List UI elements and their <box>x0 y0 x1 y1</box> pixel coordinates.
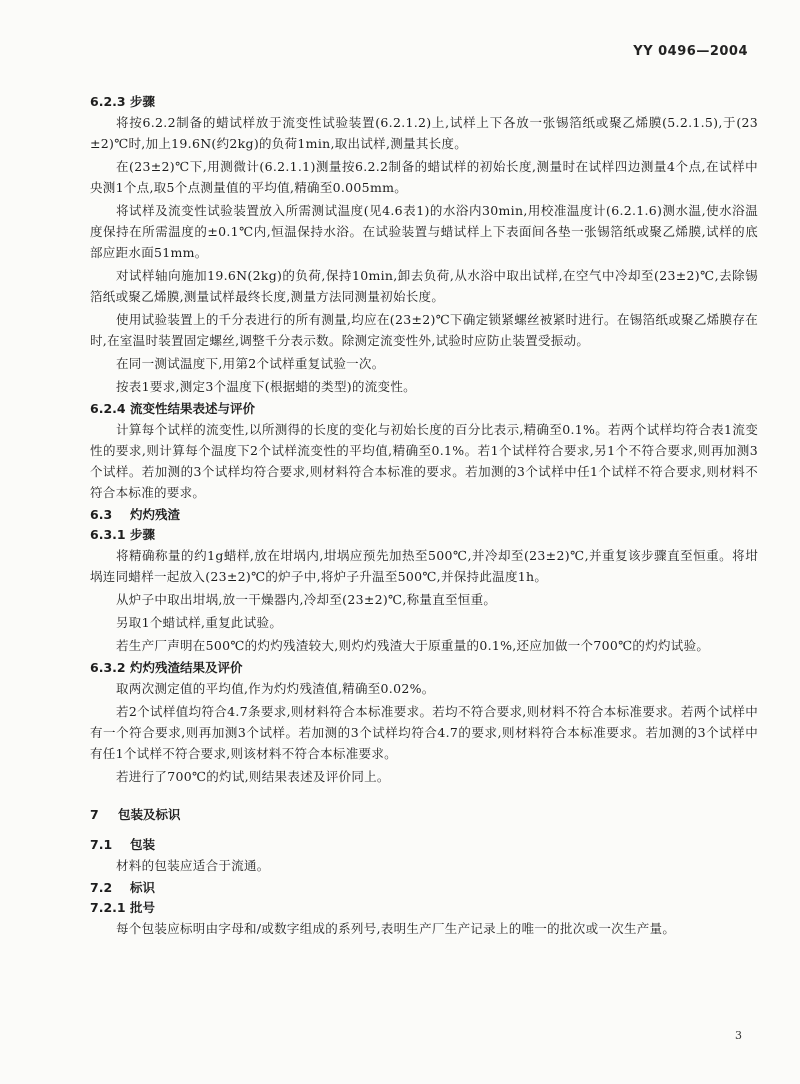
section-title: 灼灼残渣 <box>130 507 181 522</box>
section-heading <box>90 835 758 855</box>
body-paragraph: 将按6.2.2制备的蜡试样放于流变性试验装置(6.2.1.2)上,试样上下各放一张锡箔纸或聚乙烯膜(5.2.1.5),于(23±2)℃时,加上19.6N(约2kg)的负荷1min,取出试样,测量其长度。 <box>90 115 758 151</box>
section-heading <box>90 898 758 918</box>
standard-number: YY 0496—2004 <box>633 44 748 59</box>
section-heading <box>90 92 758 112</box>
body-paragraph: 在同一测试温度下,用第2个试样重复试验一次。 <box>116 356 385 371</box>
body-paragraph: 按表1要求,测定3个温度下(根据蜡的类型)的流变性。 <box>116 379 416 394</box>
section-number: 6.3.2 <box>90 660 126 675</box>
section-heading <box>90 878 758 898</box>
body-paragraph: 对试样轴向施加19.6N(2kg)的负荷,保持10min,卸去负荷,从水浴中取出试样,在空气中冷却至(23±2)℃,去除锡箔纸或聚乙烯膜,测量试样最终长度,测量方法同测量初始长度。 <box>90 268 758 304</box>
section-heading <box>90 525 758 545</box>
body-paragraph: 若生产厂声明在500℃的灼灼残渣较大,则灼灼残渣大于原重量的0.1%,还应加做一个700℃的灼灼试验。 <box>116 638 710 653</box>
section-number: 6.2.3 <box>90 94 126 109</box>
section-heading <box>90 399 758 419</box>
section-title: 灼灼残渣结果及评价 <box>130 660 243 675</box>
body-paragraph: 将精确称量的约1g蜡样,放在坩埚内,坩埚应预先加热至500℃,并冷却至(23±2)℃,并重复该步骤直至恒重。将坩埚连同蜡样一起放入(23±2)℃的炉子中,将炉子升温至500℃,并保持此温度1h。 <box>90 548 758 584</box>
body-paragraph: 材料的包装应适合于流通。 <box>116 858 270 873</box>
body-paragraph: 若2个试样值均符合4.7条要求,则材料符合本标准要求。若均不符合要求,则材料不符合本标准要求。若两个试样中有一个符合要求,则再加测3个试样。若加测的3个试样均符合4.7的要求,则材料符合本标准要求。若加测的3个试样中有任1个试样不符合要求,则该材料不符合本标准要求。 <box>90 704 758 761</box>
body-paragraph: 计算每个试样的流变性,以所测得的长度的变化与初始长度的百分比表示,精确至0.1%。若两个试样均符合表1流变性的要求,则计算每个温度下2个试样流变性的平均值,精确至0.1%。若1个试样符合要求,另1个不符合要求,则再加测3个试样。若加测的3个试样均符合要求,则材料符合本标准的要求。若加测的3个试样中任1个试样不符合要求,则材料不符合本标准的要求。 <box>90 422 758 500</box>
section-number: 7.2 <box>90 880 113 895</box>
section-number: 6.3 <box>90 507 113 522</box>
section-number: 7.1 <box>90 837 113 852</box>
section-title: 包装 <box>130 837 156 852</box>
section-number: 6.2.4 <box>90 401 126 416</box>
body-paragraph: 若进行了700℃的灼试,则结果表述及评价同上。 <box>116 769 390 784</box>
body-paragraph: 在(23±2)℃下,用测微计(6.2.1.1)测量按6.2.2制备的蜡试样的初始长度,测量时在试样四边测量4个点,在试样中央测1个点,取5个点测量值的平均值,精确至0.005mm。 <box>90 159 758 195</box>
section-title: 包装及标识 <box>118 807 181 822</box>
section-title: 流变性结果表述与评价 <box>130 401 256 416</box>
body-paragraph: 将试样及流变性试验装置放入所需测试温度(见4.6表1)的水浴内30min,用校准温度计(6.2.1.6)测水温,使水浴温度保持在所需温度的±0.1℃内,恒温保持水浴。在试验装置与蜡试样上下表面间各垫一张锡箔纸或聚乙烯膜,试样的底部应距水面51mm。 <box>90 203 758 260</box>
section-heading <box>90 805 758 825</box>
section-number: 7 <box>90 807 99 822</box>
body-paragraph: 从炉子中取出坩埚,放一干燥器内,冷却至(23±2)℃,称量直至恒重。 <box>116 592 497 607</box>
page-number: 3 <box>735 1029 742 1042</box>
section-title: 标识 <box>130 880 156 895</box>
section-number: 7.2.1 <box>90 900 126 915</box>
document-body <box>90 92 758 941</box>
body-paragraph: 取两次测定值的平均值,作为灼灼残渣值,精确至0.02%。 <box>116 681 435 696</box>
body-paragraph: 另取1个蜡试样,重复此试验。 <box>116 615 283 630</box>
section-title: 步骤 <box>130 527 156 542</box>
body-paragraph: 每个包装应标明由字母和/或数字组成的系列号,表明生产厂生产记录上的唯一的批次或一次生产量。 <box>116 921 676 936</box>
section-heading <box>90 658 758 678</box>
section-title: 步骤 <box>130 94 156 109</box>
section-number: 6.3.1 <box>90 527 126 542</box>
section-title: 批号 <box>130 900 156 915</box>
body-paragraph: 使用试验装置上的千分表进行的所有测量,均应在(23±2)℃下确定锁紧螺丝被紧时进行。在锡箔纸或聚乙烯膜存在时,在室温时装置固定螺丝,调整千分表示数。除测定流变性外,试验时应防止装置受振动。 <box>90 312 758 348</box>
section-heading <box>90 505 758 525</box>
